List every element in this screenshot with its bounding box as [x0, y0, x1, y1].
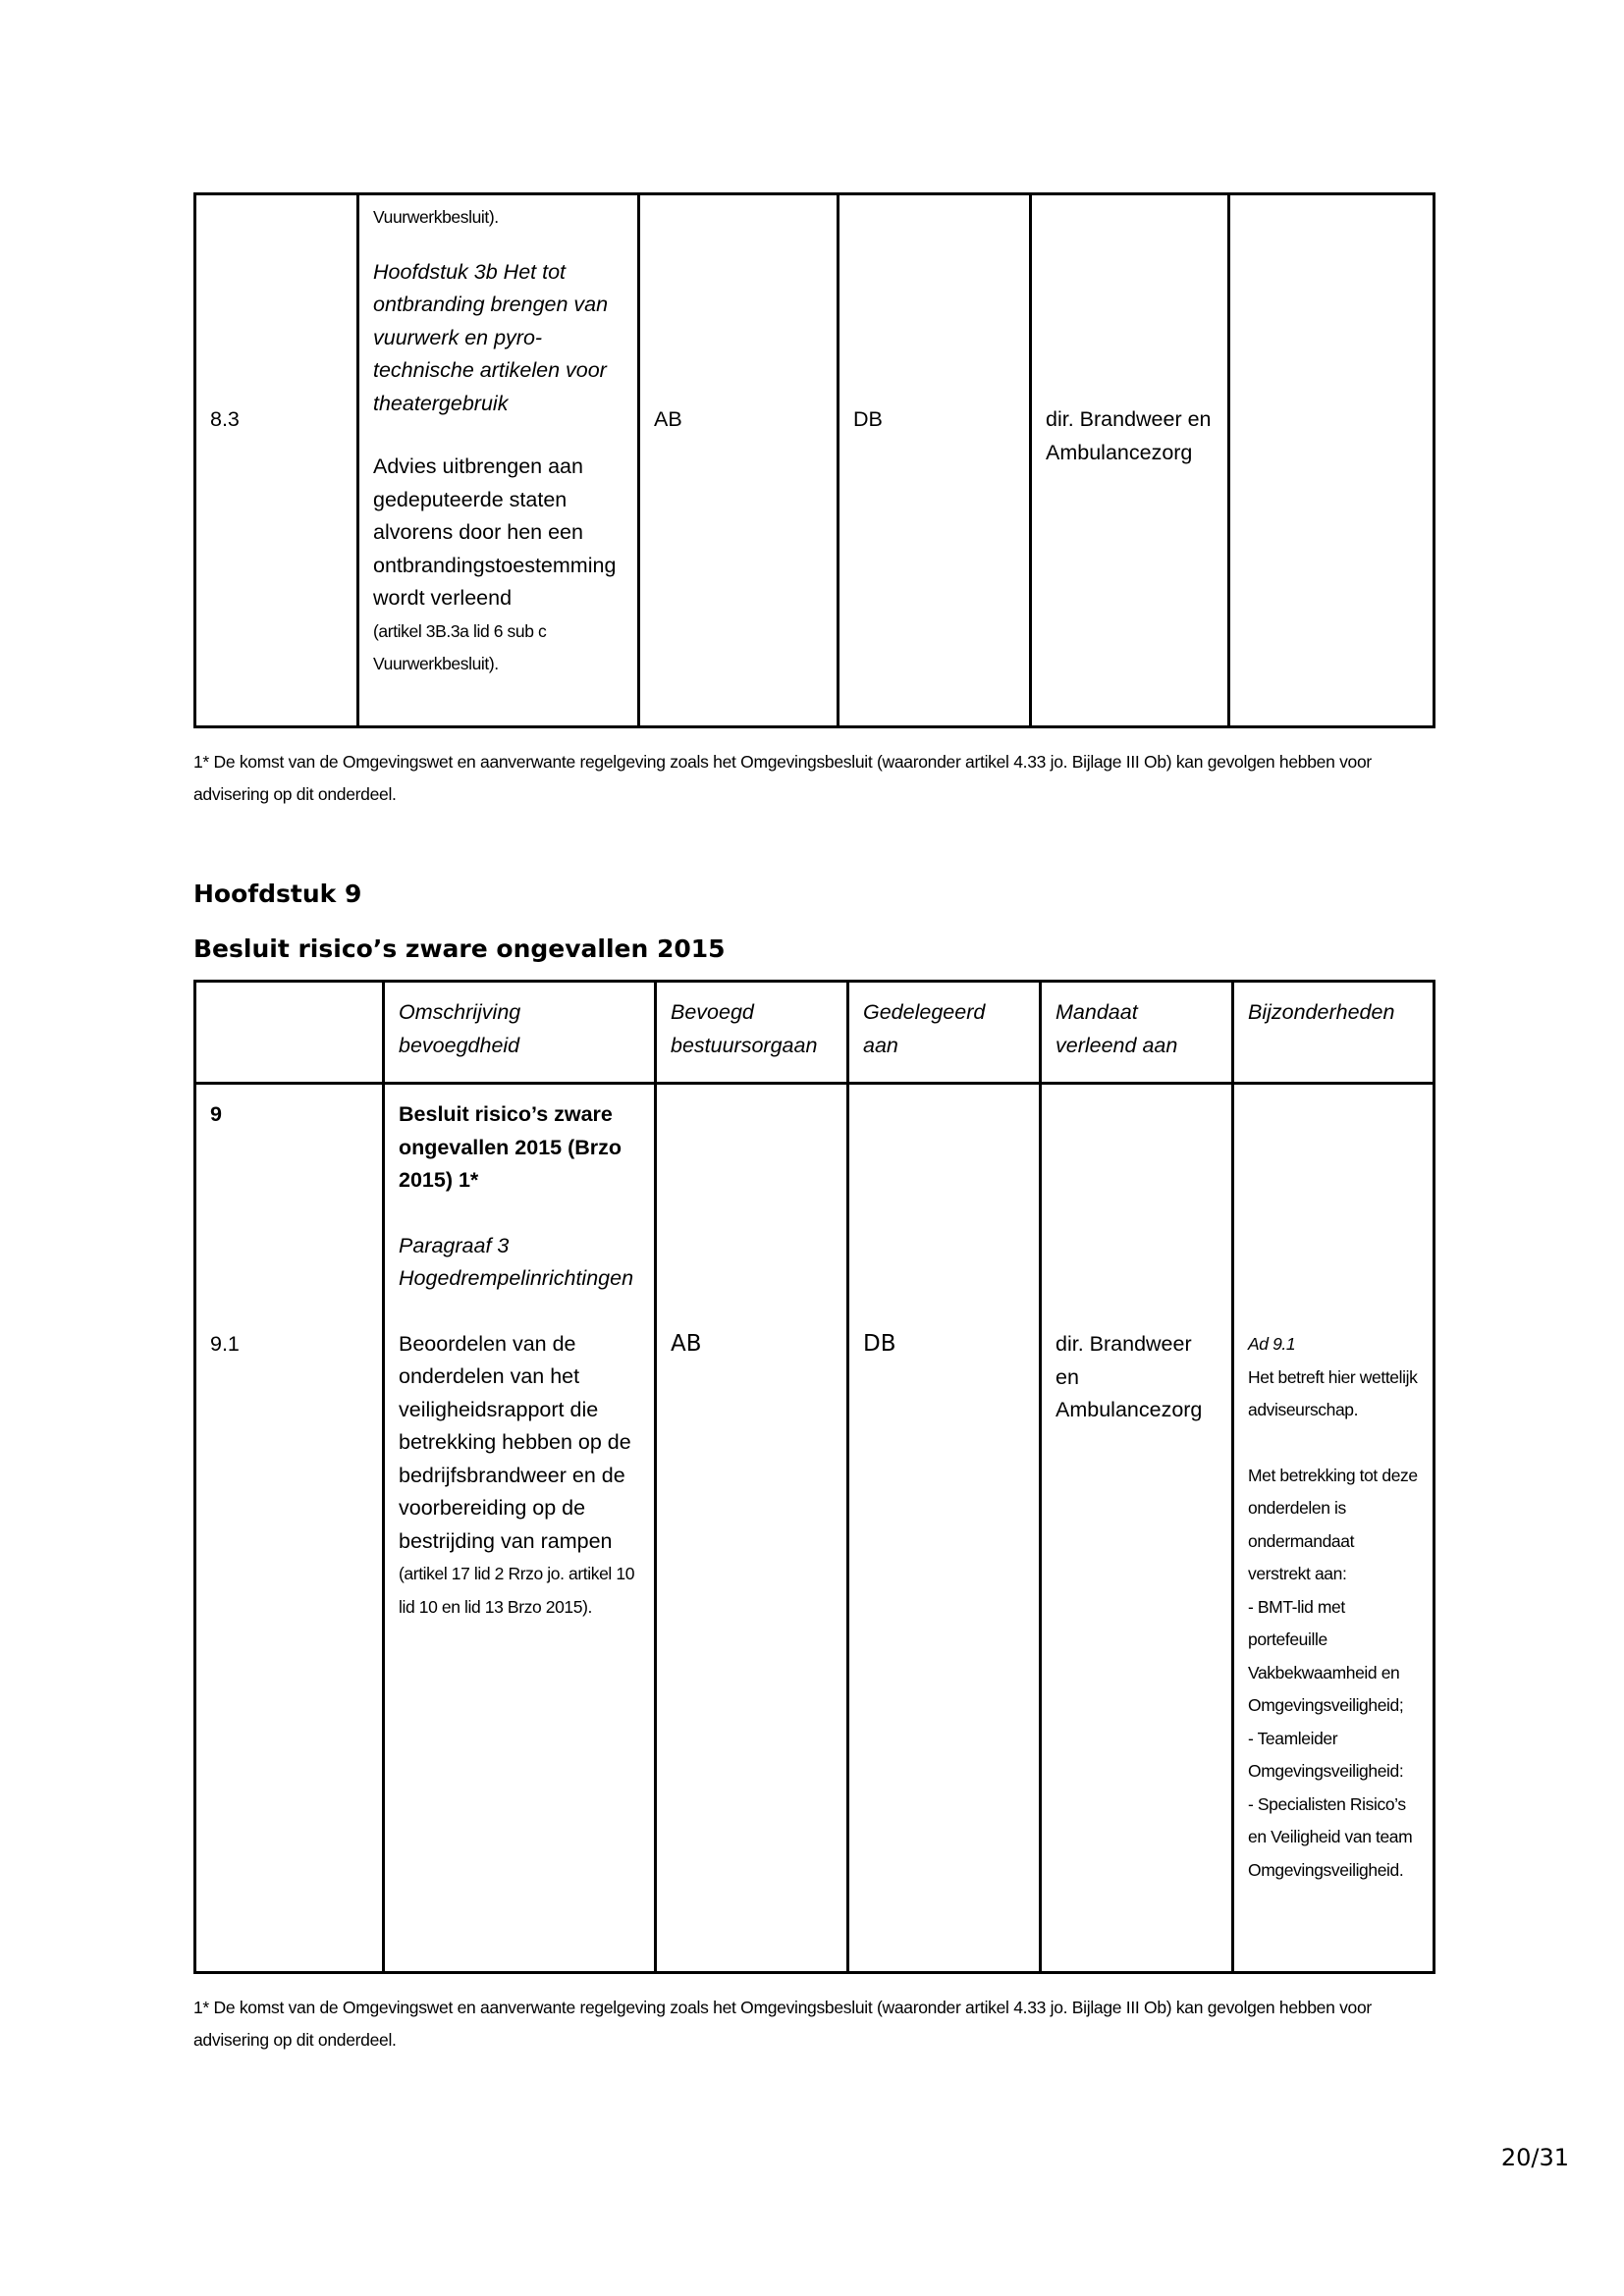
list-item: - BMT-lid met portefeuille Vakbekwaamheid en Omgevingsveiligheid; — [1248, 1596, 1404, 1715]
chapter-title: Hoofdstuk 9 — [193, 880, 362, 908]
cell-description — [384, 1084, 656, 1973]
bijzonderheden-paragraph: Het betreft hier wettelijk adviseurschap. — [1248, 1366, 1418, 1419]
section-title: Besluit risico’s zware ongevallen 2015 (Brzo 2015) 1* — [399, 1102, 623, 1192]
cell-bijzonderheden — [1229, 194, 1435, 727]
footnote: 1* De komst van de Omgevingswet en aanverwante regelgeving zoals het Omgevingsbesluit (waaronder artikel 4.33 jo. Bijlage III Ob) kan gevolgen hebben voor advisering op dit onderdeel. — [193, 1998, 1372, 2050]
section-number: 9 — [210, 1102, 222, 1126]
bevoegd-value: AB — [654, 407, 682, 431]
row-reference: (artikel 17 lid 2 Rrzo jo. artikel 10 lid 10 en lid 13 Brzo 2015). — [399, 1564, 635, 1617]
footnote: 1* De komst van de Omgevingswet en aanverwante regelgeving zoals het Omgevingsbesluit (waaronder artikel 4.33 jo. Bijlage III Ob) kan gevolgen hebben voor advisering op dit onderdeel. — [193, 752, 1372, 804]
header-bijzonderheden: Bijzonderheden — [1233, 982, 1435, 1084]
row-description: Advies uitbrengen aan gedeputeerde staten alvorens door hen een ontbrandingstoestemming wordt verleend — [373, 454, 617, 610]
previous-reference-tail: Vuurwerkbesluit). — [373, 207, 499, 227]
cell-mandaat — [1031, 194, 1229, 727]
header-cell — [195, 982, 384, 1084]
header-mandaat: Mandaat verleend aan — [1041, 982, 1233, 1084]
table-header-row — [195, 982, 1435, 1084]
cell-number — [195, 194, 358, 727]
gedelegeerd-value: DB — [853, 407, 883, 431]
table-competences-ch9 — [193, 980, 1435, 1974]
cell-gedelegeerd — [839, 194, 1031, 727]
table-row — [195, 194, 1435, 727]
mandaat-value: dir. Brandweer en Ambulancezorg — [1056, 1332, 1203, 1421]
row-description: Beoordelen van de onderdelen van het veiligheidsrapport die betrekking hebben op de bedrijfsbrandweer en de voorbereiding op de bestrijding van rampen — [399, 1331, 631, 1553]
section-paragraph: Paragraaf 3 Hogedrempelinrichtingen — [399, 1233, 634, 1290]
mandaat-value: dir. Brandweer en Ambulancezorg — [1046, 407, 1212, 464]
header-bevoegd: Bevoegd bestuursorgaan — [656, 982, 848, 1084]
bevoegd-value: AB — [671, 1331, 702, 1357]
table-competences-ch8 — [193, 192, 1435, 728]
row-number: 9.1 — [210, 1331, 240, 1356]
bijzonderheden-paragraph: Met betrekking tot deze onderdelen is ondermandaat verstrekt aan: — [1248, 1465, 1418, 1583]
row-reference: (artikel 3B.3a lid 6 sub c Vuurwerkbesluit). — [373, 620, 547, 673]
list-item: - Specialisten Risico’s en Veiligheid van team Omgevingsveiligheid. — [1248, 1793, 1413, 1880]
header-gedelegeerd: Gedelegeerd aan — [848, 982, 1041, 1084]
list-item: - Teamleider Omgevingsveiligheid: — [1248, 1728, 1404, 1781]
chapter-subtitle: Besluit risico’s zware ongevallen 2015 — [193, 934, 726, 963]
cell-number — [195, 1084, 384, 1973]
row-number: 8.3 — [210, 407, 240, 431]
cell-bevoegd — [639, 194, 839, 727]
gedelegeerd-value: DB — [863, 1331, 896, 1357]
cell-bevoegd — [656, 1084, 848, 1973]
table-row — [195, 1084, 1435, 1973]
sub-heading: Hoofdstuk 3b Het tot ontbranding brengen van vuurwerk en pyro-technische artikelen voor theatergebruik — [373, 259, 609, 415]
cell-description — [358, 194, 639, 727]
cell-gedelegeerd — [848, 1084, 1041, 1973]
header-omschrijving: Omschrijving bevoegdheid — [384, 982, 656, 1084]
cell-mandaat — [1041, 1084, 1233, 1973]
page-number: 20/31 — [1500, 2144, 1569, 2171]
cell-bijzonderheden — [1233, 1084, 1435, 1973]
bijzonderheden-title: Ad 9.1 — [1248, 1334, 1296, 1354]
